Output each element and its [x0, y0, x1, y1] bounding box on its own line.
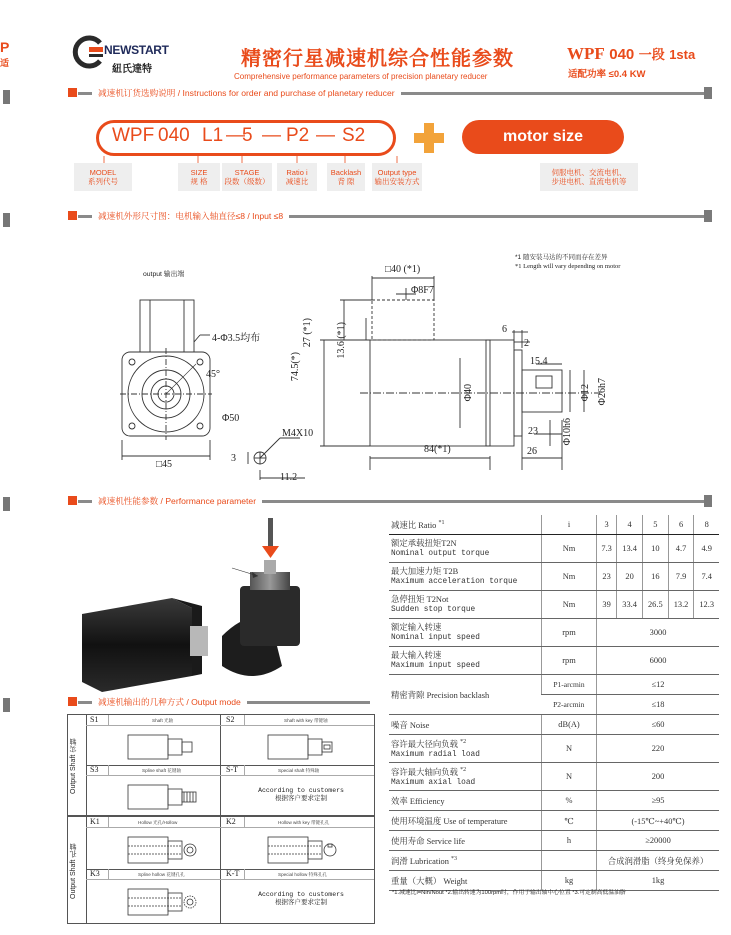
desc-k1: Hollow 光孔/Hollow [138, 820, 178, 825]
table-row: 使用环境温度 Use of temperature ℃ (-15℃~+40℃) [389, 811, 719, 831]
label-backlash: Backlash 背 隙 [330, 168, 362, 186]
drawing-note-1: *1 随安装马达的不同而存在差异 [515, 254, 608, 261]
table-footnote: *1.减速比i=Nin/Nout *2.输出转速为100rpm时，作用于输出轴中心位置 *3.可定制高低温油脂 [392, 890, 626, 896]
section-order-title: 减速机订货选购说明 / Instructions for order and purchase of planetary reducer [92, 86, 401, 100]
desc-k3: Spline hollow 花键孔孔 [138, 872, 185, 877]
code-k2: K2 [226, 817, 236, 826]
dim-d26h7: Φ26h7 [597, 378, 608, 406]
page-subtitle: Comprehensive performance parameters of precision planetary reducer [234, 72, 488, 81]
hdr-ratio-1: 4 [617, 515, 643, 535]
table-row: 使用寿命 Service life h ≥20000 [389, 831, 719, 851]
side-view-drawing [300, 260, 630, 470]
dim-sq45: □45 [156, 459, 173, 470]
shaft-s1-icon [124, 729, 204, 763]
table-row: 精密背隙 Precision backlash P1-arcmin ≤12 [389, 675, 719, 695]
dim-6: 6 [502, 324, 507, 335]
model-prefix: WPF [567, 44, 605, 63]
label-stage: STAGE 段数（级数） [224, 168, 270, 186]
section-dims-header [0, 209, 720, 223]
page-title: 精密行星减速机综合性能参数 [241, 48, 514, 70]
code-k3: K3 [90, 869, 100, 878]
table-row: 效率 Efficiency % ≥95 [389, 791, 719, 811]
table-row: 最大输入转速 Maximum input speed rpm 6000 [389, 647, 719, 675]
code-dash-3: — [316, 125, 335, 146]
dim-d50: Φ50 [222, 413, 240, 424]
output-label: output 输出端 [143, 271, 185, 278]
table-row: 急停扭矩 T2Not Sudden stop torque Nm 39 33.4 26.5 13.2 12.3 [389, 591, 719, 619]
hdr-ratio-2: 5 [642, 515, 668, 535]
section-perf-header [0, 494, 720, 508]
dim-d8f7: Φ8F7 [411, 285, 434, 296]
desc-st: Special shaft 特殊轴 [278, 768, 320, 773]
section-output-header [0, 695, 380, 709]
dim-holes: 4-Φ3.5均布 [212, 333, 261, 344]
hdr-name: 减速比 Ratio $^{*1}$ [389, 515, 542, 535]
table-row: 额定输入转速 Nominal input speed rpm 3000 [389, 619, 719, 647]
motor-size-pill: motor size [462, 120, 624, 154]
dim-23: 23 [528, 426, 538, 437]
shaft-s2-icon [264, 729, 344, 763]
label-model: MODEL 系列代号 [88, 168, 118, 186]
table-row: 容许最大径向负载 $^{*2}$ Maximum radial load N 220 [389, 735, 719, 763]
code-model: WPF [112, 125, 155, 146]
hollow-k1-icon [124, 831, 204, 867]
code-backlash: P2 [286, 125, 310, 146]
code-ratio: 5 [242, 125, 253, 146]
code-s3: S3 [90, 765, 99, 774]
table-row: 润滑 Lubrication $^{*3}$ 合成润滑脂（终身免保养） [389, 851, 719, 871]
model-stage-cn: 一段 [638, 47, 665, 62]
dim-h27: 27 (*1) [302, 318, 313, 348]
hollow-k3-icon [124, 883, 204, 919]
edge-left-bottom: 适 [0, 58, 10, 68]
code-output: S2 [342, 125, 366, 146]
label-motor-types: 伺服电机、交流电机、 步进电机、直流电机等 [551, 168, 627, 186]
performance-table [389, 515, 719, 891]
section-dims-title: 减速机外形尺寸图：电机输入轴直径≤8 / Input ≤8 [92, 209, 289, 223]
hdr-ratio-0: 3 [597, 515, 617, 535]
code-dash-1: — [226, 125, 245, 146]
dim-26: 26 [527, 446, 537, 457]
dim-11: 11.2 [280, 472, 298, 483]
group2-label: Output Shaft 孔轴 [70, 843, 77, 899]
label-output: Output type 输出安装方式 [374, 168, 420, 186]
code-stage: L1 [202, 125, 224, 146]
code-dash-2: — [262, 125, 281, 146]
table-row: 容许最大轴向负载 $^{*2}$ Maximum axial load N 200 [389, 763, 719, 791]
custom-text-2: According to customers 根据客户要求定制 [258, 891, 344, 906]
label-ratio: Ratio i 减速比 [285, 168, 309, 186]
logo-text: NEWSTART [104, 43, 169, 57]
product-photo [72, 516, 372, 694]
table-row: 噪音 Noise dB(A) ≤60 [389, 715, 719, 735]
dim-h13: 13.6 (*1) [336, 322, 347, 359]
edge-left-top: P [0, 39, 10, 55]
dim-d40-sq: □40 (*1) [385, 264, 421, 275]
code-size: 040 [158, 125, 190, 146]
dim-m4: M4X10 [282, 428, 314, 439]
output-group-solid [67, 714, 375, 816]
dim-3: 3 [231, 453, 236, 464]
dim-angle: 45° [206, 369, 220, 380]
model-size: 040 [609, 46, 635, 63]
output-group-hollow [67, 816, 375, 924]
dim-2: 2 [524, 338, 529, 349]
dim-h74: 74.5(*) [290, 352, 301, 382]
hdr-ratio-3: 6 [668, 515, 694, 535]
dim-d12: Φ12 [580, 384, 591, 402]
code-s2: S2 [226, 715, 235, 724]
section-perf-title: 减速机性能参数 / Performance parameter [92, 494, 262, 508]
table-row: 最大加速力矩 T2B Maximum acceleration torque Nm 23 20 16 7.9 7.4 [389, 563, 719, 591]
dim-15: 15.4 [530, 356, 548, 367]
table-row: P2-arcmin ≤18 [389, 695, 719, 715]
label-size: SIZE 规 格 [190, 168, 208, 186]
code-s1: S1 [90, 715, 99, 724]
hdr-unit: i [542, 515, 597, 535]
dim-d40: Φ40 [463, 384, 474, 402]
hdr-ratio-4: 8 [694, 515, 719, 535]
model-stage-en: 1sta [669, 47, 696, 62]
group1-label: Output Shaft 实轴 [70, 738, 77, 794]
hollow-k2-icon [264, 831, 344, 867]
drawing-note-2: *1 Length will vary depending on motor [515, 263, 621, 270]
dim-84: 84(*1) [424, 444, 451, 455]
table-row: 重量（大概） Weight kg 1kg [389, 871, 719, 891]
dim-d10h6: Φ10h6 [562, 418, 573, 446]
code-k1: K1 [90, 817, 100, 826]
logo-cn: 紐氏達特 [112, 64, 152, 75]
shaft-s3-icon [124, 779, 204, 813]
desc-s2: Shaft with key 带键轴 [284, 718, 328, 723]
desc-s1: Shaft 光轴 [152, 718, 174, 723]
desc-s3: Spline shaft 花键轴 [142, 768, 182, 773]
desc-k2: Hollow with key 带键孔孔 [278, 820, 330, 825]
code-st: S-T [226, 765, 238, 774]
code-kt: K-T [226, 869, 240, 878]
section-output-title: 减速机输出的几种方式 / Output mode [92, 695, 247, 709]
table-row: 额定承载扭矩T2N Nominal output torque Nm 7.3 13.4 10 4.7 4.9 [389, 535, 719, 563]
desc-kt: Special hollow 特殊孔孔 [278, 872, 328, 877]
custom-text-1: According to customers 根据客户要求定制 [258, 787, 344, 802]
power-label: 适配功率 ≤0.4 KW [568, 69, 646, 80]
